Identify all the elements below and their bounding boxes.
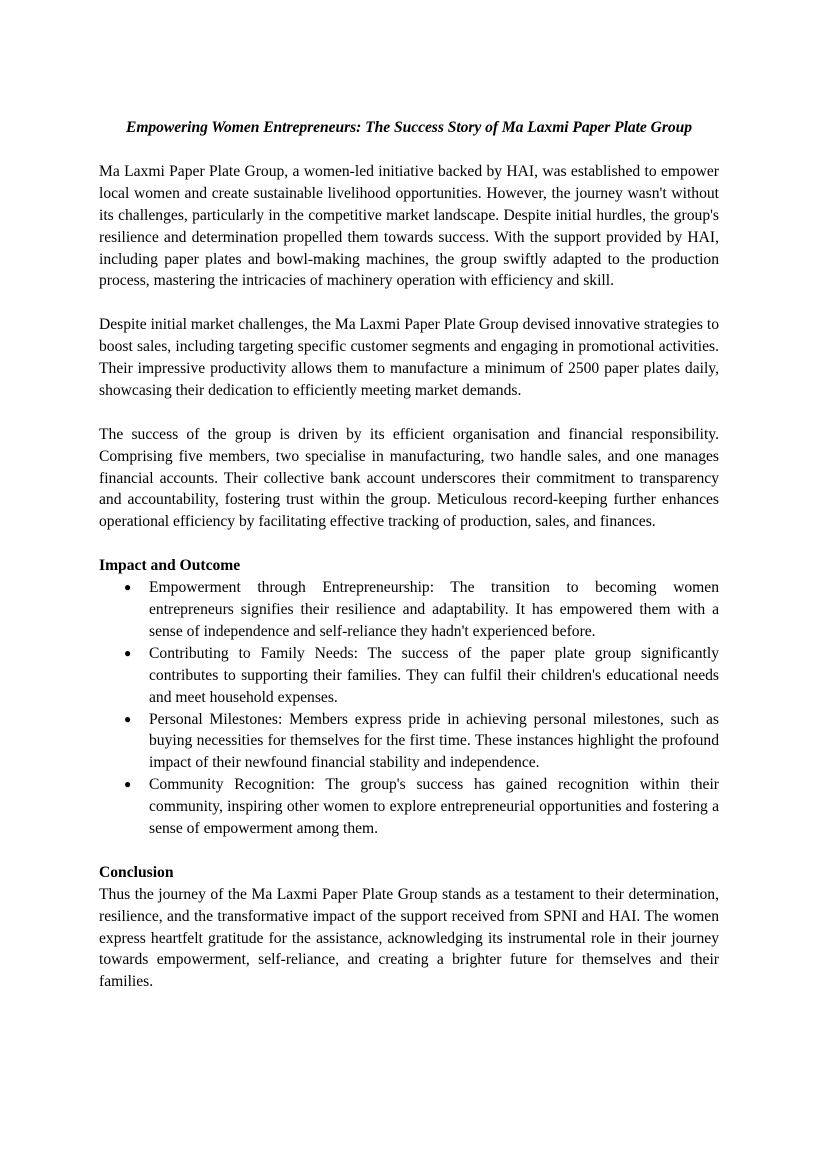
list-item-text: Community Recognition: The group's success has gained recognition within their community, inspiring other women to explore entrepreneurial opportunities and fostering a sense of empowerment among them. — [149, 776, 719, 838]
list-item — [99, 643, 719, 709]
list-item — [99, 577, 719, 643]
bullet-icon: ● — [124, 580, 132, 595]
document-page — [99, 117, 719, 993]
conclusion-section — [99, 862, 719, 993]
intro-paragraph: Ma Laxmi Paper Plate Group, a women-led initiative backed by HAI, was established to empower local women and create sustainable livelihood opportunities. However, the journey wasn't without its challenges, particularly in the competitive market landscape. Despite initial hurdles, the group's resilience and determination propelled them towards success. With the support provided by HAI, including paper plates and bowl-making machines, the group swiftly adapted to the production process, mastering the intricacies of machinery operation with efficiency and skill. — [99, 162, 719, 290]
sales-strategy-paragraph: Despite initial market challenges, the Ma Laxmi Paper Plate Group devised innovative strategies to boost sales, including targeting specific customer segments and engaging in promotional activities. Their impressive productivity allows them to manufacture a minimum of 2500 paper plates daily, showcasing their dedication to efficiently meeting market demands. — [99, 316, 719, 399]
document-title: Empowering Women Entrepreneurs: The Success Story of Ma Laxmi Paper Plate Group — [126, 119, 692, 136]
impact-heading: Impact and Outcome — [99, 557, 241, 575]
bullet-icon: ● — [124, 711, 132, 726]
list-item-text: Empowerment through Entrepreneurship: The transition to becoming women entrepreneurs signifies their resilience and adaptability. It has empowered them with a sense of independence and self-reliance they hadn't experienced before. — [149, 579, 719, 640]
conclusion-paragraph: Thus the journey of the Ma Laxmi Paper Plate Group stands as a testament to their determination, resilience, and the transformative impact of the support received from SPNI and HAI. The women express heartfelt gratitude for the assistance, acknowledging its instrumental role in their journey towards empowerment, self-reliance, and creating a brighter future for themselves and their families. — [99, 885, 719, 991]
organisation-paragraph: The success of the group is driven by its efficient organisation and financial responsibility. Comprising five members, two specialise in manufacturing, two handle sales, and one manages financial accounts. Their collective bank account underscores their commitment to transparency and accountability, fostering trust within the group. Meticulous record-keeping further enhances operational efficiency by facilitating effective tracking of production, sales, and finances. — [99, 425, 719, 531]
impact-section — [99, 555, 719, 840]
conclusion-heading: Conclusion — [99, 863, 174, 881]
bullet-icon: ● — [124, 777, 132, 792]
list-item-text: Personal Milestones: Members express pride in achieving personal milestones, such as buying necessities for themselves for the first time. These instances highlight the profound impact of their newfound financial stability and independence. — [149, 710, 719, 772]
list-item-text: Contributing to Family Needs: The success of the paper plate group significantly contributes to supporting their families. They can fulfil their children's educational needs and meet household expenses. — [149, 644, 719, 706]
list-item — [99, 774, 719, 840]
list-item — [99, 709, 719, 775]
bullet-icon: ● — [124, 645, 132, 660]
impact-list — [99, 577, 719, 840]
